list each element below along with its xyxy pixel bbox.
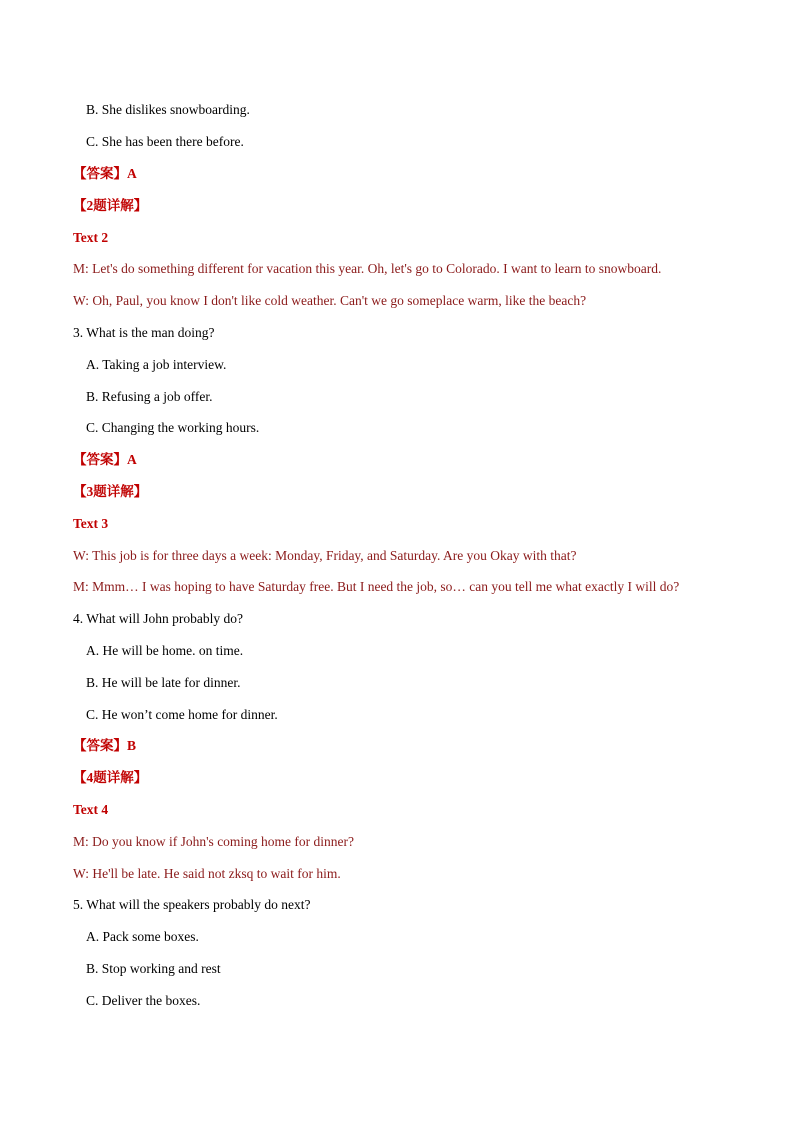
dialog-line-text4-m: M: Do you know if John's coming home for dinner? [73, 834, 355, 849]
dialog-line-text3-w: W: This job is for three days a week: Monday, Friday, and Saturday. Are you Okay with that? [73, 548, 577, 563]
detail-header-q2: 【2题详解】 [73, 198, 148, 213]
answer-q3: 【答案】A [73, 452, 137, 467]
question-4: 4. What will John probably do? [73, 611, 243, 626]
answer-q2: 【答案】A [73, 166, 137, 181]
dialog-line-text2-w: W: Oh, Paul, you know I don't like cold weather. Can't we go someplace warm, like the beach? [73, 293, 587, 308]
question-3: 3. What is the man doing? [73, 325, 215, 340]
option-b-q2: B. She dislikes snowboarding. [86, 102, 250, 117]
option-c-q2: C. She has been there before. [86, 134, 244, 149]
question-5: 5. What will the speakers probably do next? [73, 897, 311, 912]
text-4-heading: Text 4 [73, 802, 109, 817]
answer-q4: 【答案】B [73, 738, 137, 753]
detail-header-q4: 【4题详解】 [73, 770, 148, 785]
text-2-heading: Text 2 [73, 230, 109, 245]
option-b-q3: B. Refusing a job offer. [86, 389, 213, 404]
option-c-q5: C. Deliver the boxes. [86, 993, 201, 1008]
dialog-line-text2-m: M: Let's do something different for vacation this year. Oh, let's go to Colorado. I want to learn to snowboard. [73, 261, 662, 276]
option-a-q4: A. He will be home. on time. [86, 643, 244, 658]
dialog-line-text4-w: W: He'll be late. He said not zksq to wait for him. [73, 866, 341, 881]
option-a-q5: A. Pack some boxes. [86, 929, 199, 944]
text-3-heading: Text 3 [73, 516, 109, 531]
option-b-q4: B. He will be late for dinner. [86, 675, 241, 690]
option-c-q3: C. Changing the working hours. [86, 420, 260, 435]
detail-header-q3: 【3题详解】 [73, 484, 148, 499]
option-b-q5: B. Stop working and rest [86, 961, 221, 976]
option-c-q4: C. He won’t come home for dinner. [86, 707, 278, 722]
dialog-line-text3-m: M: Mmm… I was hoping to have Saturday free. But I need the job, so… can you tell me what exactly I will do? [73, 579, 680, 594]
option-a-q3: A. Taking a job interview. [86, 357, 227, 372]
